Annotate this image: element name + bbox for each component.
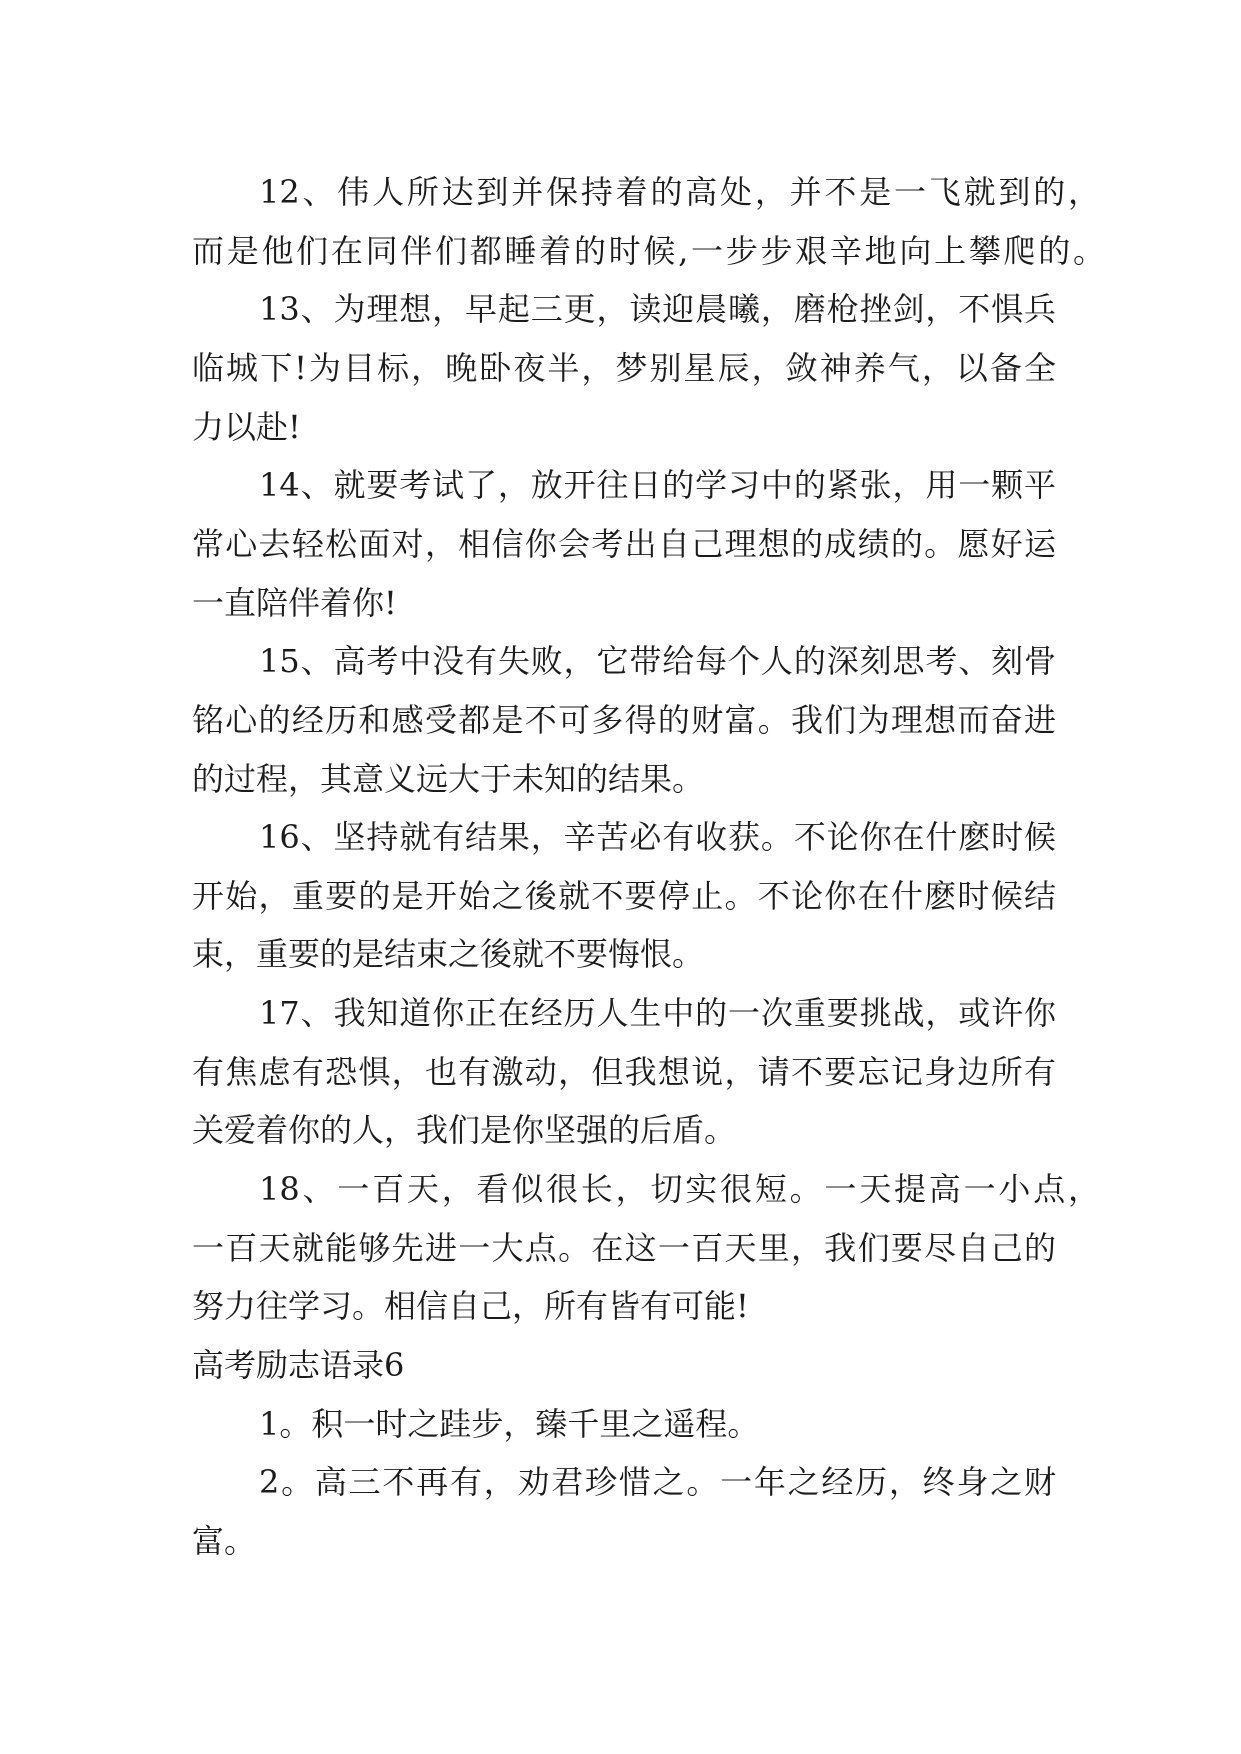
paragraph-16-line-2: 开始，重要的是开始之後就不要停止。不论你在什麽时候结 xyxy=(192,877,1056,915)
paragraph-17-line-1: 17、我知道你正在经历人生中的一次重要挑战，或许你 xyxy=(259,994,1056,1032)
paragraph-16-line-3: 束，重要的是结束之後就不要悔恨。 xyxy=(192,935,705,973)
paragraph-18-line-2: 一百天就能够先进一大点。在这一百天里，我们要尽自己的 xyxy=(192,1229,1056,1267)
paragraph-12-line-2: 而是他们在同伴们都睡着的时候,一步步艰辛地向上攀爬的。 xyxy=(192,232,1105,270)
paragraph-14-line-2: 常心去轻松面对，相信你会考出自己理想的成绩的。愿好运 xyxy=(192,525,1056,563)
paragraph-14-line-1: 14、就要考试了，放开往日的学习中的紧张，用一颗平 xyxy=(259,466,1056,504)
paragraph-16-line-1: 16、坚持就有结果，辛苦必有收获。不论你在什麽时候 xyxy=(259,818,1056,856)
quote-1-line-1: 1。积一时之跬步，臻千里之遥程。 xyxy=(259,1405,760,1443)
paragraph-12-line-1: 12、伟人所达到并保持着的高处，并不是一飞就到的， xyxy=(259,173,1100,211)
paragraph-13-line-1: 13、为理想，早起三更，读迎晨曦，磨枪挫剑，不惧兵 xyxy=(259,290,1056,328)
quote-2-line-1: 2。高三不再有，劝君珍惜之。一年之经历，终身之财 xyxy=(259,1463,1056,1501)
paragraph-13-line-2: 临城下!为目标，晚卧夜半，梦别星辰，敛神养气，以备全 xyxy=(192,349,1056,387)
quote-2-line-2: 富。 xyxy=(192,1522,257,1560)
paragraph-14-line-3: 一直陪伴着你! xyxy=(192,584,397,622)
paragraph-13-line-3: 力以赴! xyxy=(192,408,301,446)
paragraph-17-line-2: 有焦虑有恐惧，也有激动，但我想说，请不要忘记身边所有 xyxy=(192,1053,1056,1091)
paragraph-18-line-1: 18、一百天，看似很长，切实很短。一天提高一小点， xyxy=(259,1170,1100,1208)
paragraph-18-line-3: 努力往学习。相信自己，所有皆有可能! xyxy=(192,1287,749,1325)
paragraph-15-line-1: 15、高考中没有失败，它带给每个人的深刻思考、刻骨 xyxy=(259,642,1056,680)
paragraph-17-line-3: 关爱着你的人，我们是你坚强的后盾。 xyxy=(192,1111,737,1149)
section-heading: 高考励志语录6 xyxy=(192,1346,405,1384)
paragraph-15-line-2: 铭心的经历和感受都是不可多得的财富。我们为理想而奋进 xyxy=(192,701,1056,739)
paragraph-15-line-3: 的过程，其意义远大于未知的结果。 xyxy=(192,760,705,798)
